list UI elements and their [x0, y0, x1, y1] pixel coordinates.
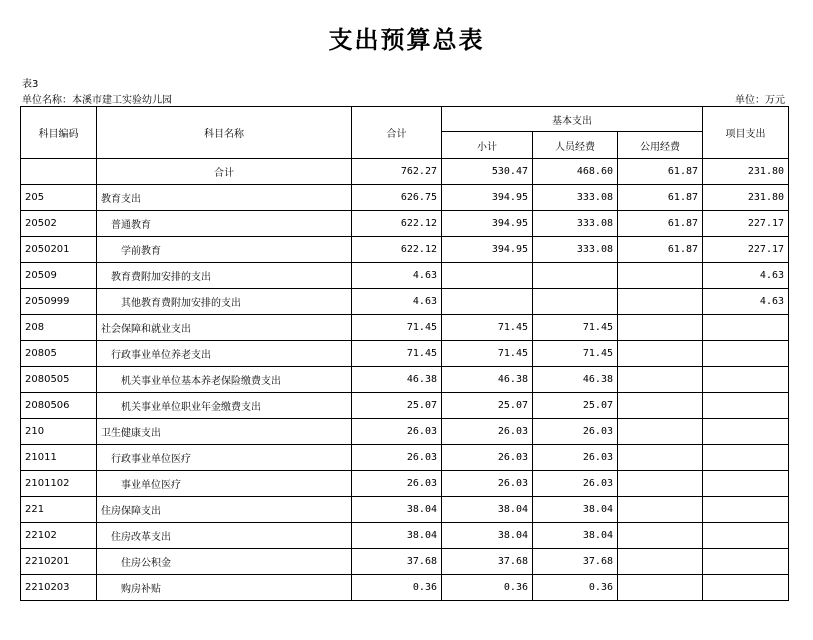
- cell-project: 227.17: [703, 211, 789, 237]
- cell-total: 26.03: [352, 445, 442, 471]
- header-public: 公用经费: [618, 132, 703, 159]
- cell-total: 4.63: [352, 263, 442, 289]
- cell-total: 46.38: [352, 367, 442, 393]
- cell-name: 教育费附加安排的支出: [97, 263, 352, 289]
- cell-code: 2101102: [21, 471, 97, 497]
- cell-name: 行政事业单位医疗: [97, 445, 352, 471]
- table-row: [21, 575, 789, 601]
- cell-personnel: 71.45: [533, 315, 618, 341]
- cell-project: [703, 445, 789, 471]
- summary-personnel: 468.60: [533, 159, 618, 185]
- page-title: 支出预算总表: [328, 25, 485, 54]
- cell-public: [618, 445, 703, 471]
- cell-personnel: 26.03: [533, 445, 618, 471]
- header-total: 合计: [352, 107, 442, 159]
- cell-name: 机关事业单位职业年金缴费支出: [97, 393, 352, 419]
- header-name: 科目名称: [97, 107, 352, 159]
- currency-unit: 单位：万元: [735, 95, 785, 106]
- cell-personnel: [533, 289, 618, 315]
- cell-total: 622.12: [352, 211, 442, 237]
- cell-public: [618, 263, 703, 289]
- cell-total: 71.45: [352, 341, 442, 367]
- cell-personnel: 333.08: [533, 211, 618, 237]
- cell-personnel: 25.07: [533, 393, 618, 419]
- summary-project: 231.80: [703, 159, 789, 185]
- cell-subtotal: [442, 289, 533, 315]
- cell-subtotal: 26.03: [442, 471, 533, 497]
- cell-code: 210: [21, 419, 97, 445]
- cell-name: 教育支出: [97, 185, 352, 211]
- header-basic: 基本支出: [442, 107, 703, 132]
- cell-subtotal: [442, 263, 533, 289]
- table-number: 表3: [22, 79, 39, 90]
- cell-total: 622.12: [352, 237, 442, 263]
- unit-name: 单位名称：本溪市建工实验幼儿园: [22, 95, 172, 106]
- cell-name: 事业单位医疗: [97, 471, 352, 497]
- budget-table: [20, 106, 789, 601]
- cell-name: 普通教育: [97, 211, 352, 237]
- cell-code: 2080505: [21, 367, 97, 393]
- cell-public: 61.87: [618, 237, 703, 263]
- cell-personnel: 333.08: [533, 185, 618, 211]
- cell-total: 38.04: [352, 523, 442, 549]
- cell-name: 学前教育: [97, 237, 352, 263]
- cell-public: [618, 575, 703, 601]
- table-row: [21, 185, 789, 211]
- cell-public: [618, 497, 703, 523]
- cell-project: [703, 419, 789, 445]
- cell-subtotal: 26.03: [442, 419, 533, 445]
- cell-name: 卫生健康支出: [97, 419, 352, 445]
- cell-code: 22102: [21, 523, 97, 549]
- table-row: [21, 263, 789, 289]
- table-row: [21, 471, 789, 497]
- cell-name: 住房公积金: [97, 549, 352, 575]
- cell-personnel: 37.68: [533, 549, 618, 575]
- header-personnel: 人员经费: [533, 132, 618, 159]
- cell-personnel: 71.45: [533, 341, 618, 367]
- header-subtotal: 小计: [442, 132, 533, 159]
- cell-name: 住房保障支出: [97, 497, 352, 523]
- summary-total: 762.27: [352, 159, 442, 185]
- cell-subtotal: 71.45: [442, 341, 533, 367]
- cell-personnel: 38.04: [533, 497, 618, 523]
- cell-personnel: 0.36: [533, 575, 618, 601]
- cell-total: 4.63: [352, 289, 442, 315]
- table-row: [21, 315, 789, 341]
- cell-project: 4.63: [703, 263, 789, 289]
- cell-total: 38.04: [352, 497, 442, 523]
- table-row: [21, 419, 789, 445]
- cell-code: 2050999: [21, 289, 97, 315]
- cell-personnel: [533, 263, 618, 289]
- cell-code: 20502: [21, 211, 97, 237]
- cell-project: [703, 575, 789, 601]
- cell-subtotal: 394.95: [442, 237, 533, 263]
- cell-total: 0.36: [352, 575, 442, 601]
- cell-public: [618, 393, 703, 419]
- cell-subtotal: 46.38: [442, 367, 533, 393]
- cell-project: 4.63: [703, 289, 789, 315]
- cell-name: 住房改革支出: [97, 523, 352, 549]
- cell-public: 61.87: [618, 211, 703, 237]
- cell-subtotal: 38.04: [442, 523, 533, 549]
- summary-label: 合计: [97, 159, 352, 185]
- table-row: [21, 367, 789, 393]
- table-row: [21, 289, 789, 315]
- cell-subtotal: 38.04: [442, 497, 533, 523]
- cell-public: [618, 367, 703, 393]
- cell-total: 26.03: [352, 471, 442, 497]
- cell-project: [703, 497, 789, 523]
- cell-subtotal: 25.07: [442, 393, 533, 419]
- cell-name: 其他教育费附加安排的支出: [97, 289, 352, 315]
- cell-project: 227.17: [703, 237, 789, 263]
- cell-total: 71.45: [352, 315, 442, 341]
- cell-subtotal: 394.95: [442, 211, 533, 237]
- cell-code: 2210201: [21, 549, 97, 575]
- table-row: [21, 341, 789, 367]
- cell-project: [703, 341, 789, 367]
- cell-code: 21011: [21, 445, 97, 471]
- cell-personnel: 333.08: [533, 237, 618, 263]
- cell-name: 购房补贴: [97, 575, 352, 601]
- cell-public: [618, 315, 703, 341]
- cell-project: 231.80: [703, 185, 789, 211]
- cell-subtotal: 37.68: [442, 549, 533, 575]
- cell-project: [703, 523, 789, 549]
- cell-code: 2050201: [21, 237, 97, 263]
- cell-public: [618, 471, 703, 497]
- cell-personnel: 26.03: [533, 419, 618, 445]
- table-row: [21, 445, 789, 471]
- cell-public: [618, 289, 703, 315]
- cell-personnel: 46.38: [533, 367, 618, 393]
- cell-project: [703, 393, 789, 419]
- cell-name: 行政事业单位养老支出: [97, 341, 352, 367]
- cell-personnel: 38.04: [533, 523, 618, 549]
- cell-code: 205: [21, 185, 97, 211]
- cell-subtotal: 71.45: [442, 315, 533, 341]
- cell-public: [618, 523, 703, 549]
- cell-public: [618, 341, 703, 367]
- summary-row: [21, 159, 789, 185]
- cell-project: [703, 367, 789, 393]
- table-row: [21, 549, 789, 575]
- table-row: [21, 237, 789, 263]
- table-row: [21, 211, 789, 237]
- cell-code: 20805: [21, 341, 97, 367]
- header-project: 项目支出: [703, 107, 789, 159]
- table-row: [21, 523, 789, 549]
- cell-project: [703, 549, 789, 575]
- table-row: [21, 497, 789, 523]
- cell-personnel: 26.03: [533, 471, 618, 497]
- cell-subtotal: 26.03: [442, 445, 533, 471]
- cell-subtotal: 0.36: [442, 575, 533, 601]
- cell-code: 20509: [21, 263, 97, 289]
- summary-subtotal: 530.47: [442, 159, 533, 185]
- cell-project: [703, 471, 789, 497]
- cell-total: 626.75: [352, 185, 442, 211]
- cell-code: 221: [21, 497, 97, 523]
- cell-public: [618, 419, 703, 445]
- cell-project: [703, 315, 789, 341]
- cell-name: 社会保障和就业支出: [97, 315, 352, 341]
- cell-name: 机关事业单位基本养老保险缴费支出: [97, 367, 352, 393]
- cell-public: [618, 549, 703, 575]
- summary-code: [21, 159, 97, 185]
- cell-code: 208: [21, 315, 97, 341]
- header-code: 科目编码: [21, 107, 97, 159]
- cell-code: 2210203: [21, 575, 97, 601]
- cell-total: 25.07: [352, 393, 442, 419]
- cell-public: 61.87: [618, 185, 703, 211]
- summary-public: 61.87: [618, 159, 703, 185]
- cell-total: 26.03: [352, 419, 442, 445]
- cell-subtotal: 394.95: [442, 185, 533, 211]
- cell-total: 37.68: [352, 549, 442, 575]
- cell-code: 2080506: [21, 393, 97, 419]
- table-row: [21, 393, 789, 419]
